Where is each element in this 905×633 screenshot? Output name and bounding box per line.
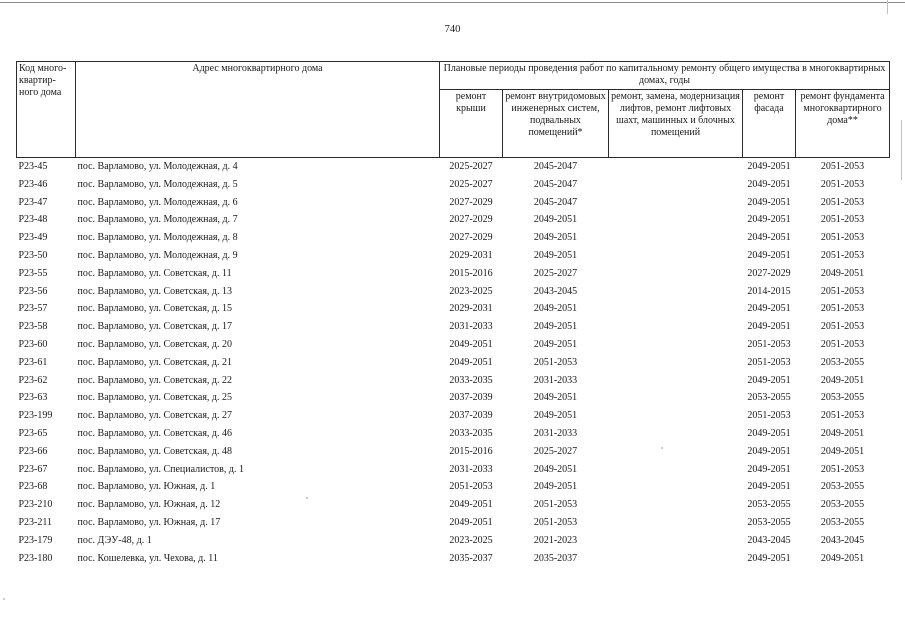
cell-code: Р23-58 <box>18 321 48 333</box>
cell-lifts <box>609 372 743 390</box>
cell-roof: 2033-2035 <box>449 427 493 439</box>
table-row <box>17 194 890 212</box>
cell-foundation: 2051-2053 <box>820 232 865 244</box>
cell-systems: 2045-2047 <box>533 178 578 190</box>
cell-code: Р23-45 <box>18 161 48 172</box>
cell-code: Р23-66 <box>18 445 48 457</box>
cell-foundation: 2053-2055 <box>820 392 865 404</box>
table-body <box>17 158 890 568</box>
cell-code: Р23-46 <box>18 178 48 190</box>
cell-code: Р23-68 <box>18 481 48 493</box>
table-row <box>17 336 890 354</box>
cell-facade: 2043-2045 <box>747 534 791 546</box>
cell-systems: 2049-2051 <box>533 463 578 475</box>
table-row <box>17 407 890 425</box>
cell-systems: 2049-2051 <box>533 481 578 493</box>
cell-systems: 2049-2051 <box>533 232 578 244</box>
cell-foundation: 2049-2051 <box>820 445 865 457</box>
cell-facade: 2049-2051 <box>747 552 791 564</box>
capital-repair-table <box>16 61 890 567</box>
cell-code: Р23-63 <box>18 392 48 404</box>
table-row <box>17 211 890 229</box>
cell-systems: 2021-2023 <box>533 534 578 546</box>
cell-facade: 2051-2053 <box>747 338 791 350</box>
top-edge-line <box>0 2 905 3</box>
cell-code: Р23-65 <box>18 427 48 439</box>
cell-foundation: 2051-2053 <box>820 338 865 350</box>
cell-code: Р23-48 <box>18 214 48 226</box>
cell-roof: 2023-2025 <box>449 534 493 546</box>
cell-facade: 2053-2055 <box>747 392 791 404</box>
cell-address: пос. Варламово, ул. Советская, д. 20 <box>77 338 233 350</box>
cell-foundation: 2053-2055 <box>820 516 865 528</box>
cell-facade: 2049-2051 <box>747 232 791 244</box>
cell-code: Р23-180 <box>18 552 53 564</box>
cell-facade: 2027-2029 <box>747 267 791 279</box>
table-row <box>17 354 890 372</box>
cell-code: Р23-67 <box>18 463 48 475</box>
cell-facade: 2049-2051 <box>747 303 791 315</box>
scan-speck <box>3 598 5 600</box>
cell-roof: 2025-2027 <box>449 178 493 190</box>
table-row <box>17 265 890 283</box>
scan-artifact <box>887 0 888 14</box>
cell-foundation: 2053-2055 <box>820 356 865 368</box>
header-periods-group: Плановые периоды проведения работ по капитальному ремонту общего имущества в многоквартирных домах, годы <box>440 62 890 90</box>
cell-roof: 2023-2025 <box>449 285 493 297</box>
cell-lifts <box>609 425 743 443</box>
table-row <box>17 550 890 568</box>
cell-code: Р23-50 <box>18 249 48 261</box>
cell-lifts <box>609 514 743 532</box>
cell-systems: 2025-2027 <box>533 267 578 279</box>
cell-foundation: 2051-2053 <box>820 161 865 172</box>
cell-address: пос. Варламово, ул. Молодежная, д. 7 <box>77 214 238 226</box>
table-row <box>17 176 890 194</box>
cell-facade: 2049-2051 <box>747 481 791 493</box>
header-facade: ремонт фасада <box>743 90 796 158</box>
table-row <box>17 158 890 176</box>
table-row <box>17 229 890 247</box>
cell-roof: 2027-2029 <box>449 214 493 226</box>
cell-foundation: 2053-2055 <box>820 481 865 493</box>
cell-foundation: 2051-2053 <box>820 196 865 208</box>
cell-foundation: 2051-2053 <box>820 321 865 333</box>
table-row <box>17 389 890 407</box>
cell-code: Р23-49 <box>18 232 48 244</box>
cell-systems: 2049-2051 <box>533 303 578 315</box>
cell-facade: 2053-2055 <box>747 499 791 511</box>
cell-address: пос. Варламово, ул. Советская, д. 48 <box>77 445 233 457</box>
cell-lifts <box>609 247 743 265</box>
cell-address: пос. Варламово, ул. Специалистов, д. 1 <box>77 463 244 475</box>
cell-lifts <box>609 443 743 461</box>
cell-roof: 2037-2039 <box>449 392 493 404</box>
header-lifts: ремонт, замена, модернизация лифтов, ремонт лифтовых шахт, машинных и блочных помещений <box>609 90 743 158</box>
cell-lifts <box>609 461 743 479</box>
cell-foundation: 2049-2051 <box>820 552 865 564</box>
cell-systems: 2025-2027 <box>533 445 578 457</box>
cell-foundation: 2051-2053 <box>820 214 865 226</box>
cell-lifts <box>609 229 743 247</box>
table-row <box>17 496 890 514</box>
cell-roof: 2033-2035 <box>449 374 493 386</box>
cell-systems: 2043-2045 <box>533 285 578 297</box>
cell-foundation: 2051-2053 <box>820 285 865 297</box>
cell-facade: 2049-2051 <box>747 214 791 226</box>
cell-roof: 2015-2016 <box>449 267 493 279</box>
cell-lifts <box>609 407 743 425</box>
cell-address: пос. Варламово, ул. Советская, д. 25 <box>77 392 233 404</box>
cell-lifts <box>609 496 743 514</box>
cell-address: пос. Варламово, ул. Молодежная, д. 5 <box>77 178 238 190</box>
table-row <box>17 283 890 301</box>
cell-foundation: 2051-2053 <box>820 410 865 422</box>
cell-address: пос. Кошелевка, ул. Чехова, д. 11 <box>77 552 218 564</box>
page-number: 740 <box>444 24 461 35</box>
cell-systems: 2031-2033 <box>533 427 578 439</box>
cell-address: пос. Варламово, ул. Южная, д. 17 <box>77 516 221 528</box>
cell-systems: 2035-2037 <box>533 552 578 564</box>
cell-facade: 2053-2055 <box>747 516 791 528</box>
cell-address: пос. Варламово, ул. Молодежная, д. 9 <box>77 249 238 261</box>
cell-facade: 2051-2053 <box>747 356 791 368</box>
cell-address: пос. Варламово, ул. Советская, д. 21 <box>77 356 233 368</box>
cell-foundation: 2051-2053 <box>820 463 865 475</box>
cell-systems: 2051-2053 <box>533 499 578 511</box>
cell-code: Р23-62 <box>18 374 48 386</box>
cell-lifts <box>609 478 743 496</box>
cell-facade: 2049-2051 <box>747 249 791 261</box>
cell-roof: 2031-2033 <box>449 463 493 475</box>
scan-artifact <box>901 120 902 180</box>
cell-facade: 2049-2051 <box>747 374 791 386</box>
cell-lifts <box>609 176 743 194</box>
cell-facade: 2049-2051 <box>747 196 791 208</box>
cell-facade: 2049-2051 <box>747 463 791 475</box>
cell-roof: 2035-2037 <box>449 552 493 564</box>
cell-systems: 2049-2051 <box>533 410 578 422</box>
cell-roof: 2029-2031 <box>449 249 493 261</box>
cell-roof: 2049-2051 <box>449 356 493 368</box>
cell-lifts <box>609 158 743 176</box>
cell-address: пос. Варламово, ул. Советская, д. 11 <box>77 267 232 279</box>
cell-foundation: 2049-2051 <box>820 267 865 279</box>
cell-address: пос. Варламово, ул. Советская, д. 17 <box>77 321 233 333</box>
cell-systems: 2049-2051 <box>533 249 578 261</box>
header-address: Адрес многоквартирного дома <box>76 62 440 158</box>
cell-code: Р23-61 <box>18 356 48 368</box>
cell-foundation: 2049-2051 <box>820 427 865 439</box>
cell-address: пос. Варламово, ул. Советская, д. 27 <box>77 410 233 422</box>
cell-systems: 2049-2051 <box>533 392 578 404</box>
cell-systems: 2045-2047 <box>533 161 578 172</box>
cell-lifts <box>609 389 743 407</box>
cell-systems: 2049-2051 <box>533 321 578 333</box>
cell-lifts <box>609 265 743 283</box>
cell-lifts <box>609 532 743 550</box>
cell-code: Р23-179 <box>18 534 53 546</box>
cell-roof: 2037-2039 <box>449 410 493 422</box>
cell-address: пос. Варламово, ул. Советская, д. 46 <box>77 427 233 439</box>
cell-address: пос. Варламово, ул. Южная, д. 1 <box>77 481 216 493</box>
cell-foundation: 2049-2051 <box>820 374 865 386</box>
cell-roof: 2049-2051 <box>449 338 493 350</box>
cell-systems: 2031-2033 <box>533 374 578 386</box>
cell-code: Р23-47 <box>18 196 48 208</box>
cell-roof: 2027-2029 <box>449 196 493 208</box>
cell-roof: 2029-2031 <box>449 303 493 315</box>
cell-code: Р23-57 <box>18 303 48 315</box>
cell-address: пос. ДЭУ-48, д. 1 <box>77 534 152 546</box>
table-row <box>17 532 890 550</box>
table-row <box>17 247 890 265</box>
cell-address: пос. Варламово, ул. Молодежная, д. 4 <box>77 161 238 172</box>
cell-roof: 2015-2016 <box>449 445 493 457</box>
table-row <box>17 514 890 532</box>
cell-lifts <box>609 336 743 354</box>
table-row <box>17 425 890 443</box>
cell-roof: 2049-2051 <box>449 516 493 528</box>
cell-systems: 2049-2051 <box>533 338 578 350</box>
cell-roof: 2027-2029 <box>449 232 493 244</box>
cell-facade: 2049-2051 <box>747 161 791 172</box>
cell-facade: 2051-2053 <box>747 410 791 422</box>
cell-code: Р23-56 <box>18 285 48 297</box>
table-row <box>17 478 890 496</box>
cell-foundation: 2053-2055 <box>820 499 865 511</box>
table-row <box>17 372 890 390</box>
cell-lifts <box>609 318 743 336</box>
cell-code: Р23-55 <box>18 267 48 279</box>
cell-lifts <box>609 354 743 372</box>
cell-address: пос. Варламово, ул. Южная, д. 12 <box>77 499 221 511</box>
header-roof: ремонт крыши <box>440 90 503 158</box>
cell-facade: 2049-2051 <box>747 445 791 457</box>
cell-lifts <box>609 283 743 301</box>
cell-code: Р23-211 <box>18 516 53 528</box>
cell-systems: 2049-2051 <box>533 214 578 226</box>
cell-facade: 2049-2051 <box>747 178 791 190</box>
cell-roof: 2031-2033 <box>449 321 493 333</box>
cell-foundation: 2051-2053 <box>820 178 865 190</box>
cell-address: пос. Варламово, ул. Советская, д. 22 <box>77 374 233 386</box>
cell-address: пос. Варламово, ул. Советская, д. 15 <box>77 303 233 315</box>
table-row <box>17 318 890 336</box>
cell-code: Р23-199 <box>18 410 53 422</box>
table-row <box>17 443 890 461</box>
cell-address: пос. Варламово, ул. Советская, д. 13 <box>77 285 233 297</box>
cell-lifts <box>609 300 743 318</box>
cell-address: пос. Варламово, ул. Молодежная, д. 8 <box>77 232 238 244</box>
table-row <box>17 300 890 318</box>
cell-lifts <box>609 211 743 229</box>
cell-facade: 2014-2015 <box>747 285 791 297</box>
cell-systems: 2051-2053 <box>533 516 578 528</box>
cell-systems: 2051-2053 <box>533 356 578 368</box>
cell-roof: 2049-2051 <box>449 499 493 511</box>
cell-roof: 2025-2027 <box>449 161 493 172</box>
cell-code: Р23-60 <box>18 338 48 350</box>
cell-facade: 2049-2051 <box>747 427 791 439</box>
header-foundation: ремонт фундамента многоквартирного дома** <box>796 90 890 158</box>
cell-foundation: 2051-2053 <box>820 303 865 315</box>
header-systems: ремонт внутридомовых инженерных систем, подвальных помещений* <box>503 90 609 158</box>
cell-address: пос. Варламово, ул. Молодежная, д. 6 <box>77 196 238 208</box>
cell-lifts <box>609 194 743 212</box>
cell-lifts <box>609 550 743 568</box>
table-row <box>17 461 890 479</box>
cell-foundation: 2051-2053 <box>820 249 865 261</box>
cell-code: Р23-210 <box>18 499 53 511</box>
cell-facade: 2049-2051 <box>747 321 791 333</box>
cell-foundation: 2043-2045 <box>820 534 865 546</box>
cell-roof: 2051-2053 <box>449 481 493 493</box>
cell-systems: 2045-2047 <box>533 196 578 208</box>
header-code: Код много-квартир-ного дома <box>17 62 76 158</box>
